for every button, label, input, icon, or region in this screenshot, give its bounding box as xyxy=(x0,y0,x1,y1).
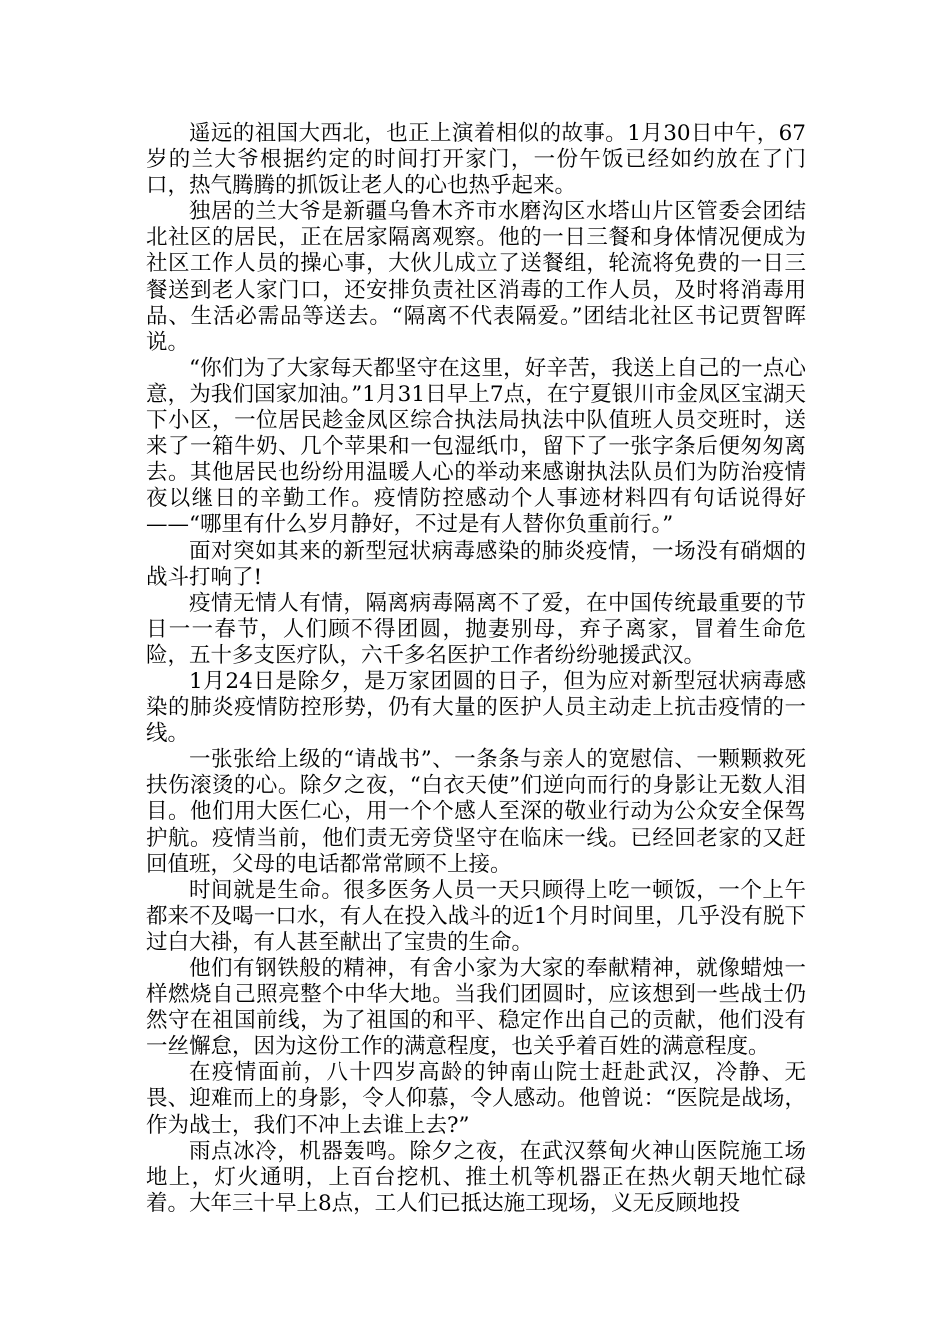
paragraph-8: 时间就是生命。很多医务人员一天只顾得上吃一顿饭，一个上午都来不及喝一口水，有人在投入战斗的近1个月时间里，几乎没有脱下过白大褂，有人甚至献出了宝贵的生命。 xyxy=(146,877,806,955)
paragraph-9: 他们有钢铁般的精神，有舍小家为大家的奉献精神，就像蜡烛一样燃烧自己照亮整个中华大地。当我们团圆时，应该想到一些战士仍然守在祖国前线，为了祖国的和平、稳定作出自己的贡献，他们没有一丝懈怠，因为这份工作的满意程度，也关乎着百姓的满意程度。 xyxy=(146,956,806,1060)
paragraph-2: 独居的兰大爷是新疆乌鲁木齐市水磨沟区水塔山片区管委会团结北社区的居民，正在居家隔离观察。他的一日三餐和身体情况便成为社区工作人员的操心事，大伙儿成立了送餐组，轮流将免费的一日三餐送到老人家门口，还安排负责社区消毒的工作人员，及时将消毒用品、生活必需品等送去。“隔离不代表隔爱。”团结北社区书记贾智晖说。 xyxy=(146,199,806,355)
document-body xyxy=(146,121,806,1217)
paragraph-6: 1月24日是除夕，是万家团圆的日子，但为应对新型冠状病毒感染的肺炎疫情防控形势，仍有大量的医护人员主动走上抗击疫情的一线。 xyxy=(146,668,806,747)
paragraph-3: “你们为了大家每天都坚守在这里，好辛苦，我送上自己的一点心意，为我们国家加油。”1月31日早上7点，在宁夏银川市金凤区宝湖天下小区，一位居民趁金凤区综合执法局执法中队值班人员交班时，送来了一箱牛奶、几个苹果和一包湿纸巾，留下了一张字条后便匆匆离去。其他居民也纷纷用温暖人心的举动来感谢执法队员们为防治疫情夜以继日的辛勤工作。疫情防控感动个人事迹材料四有句话说得好——“哪里有什么岁月静好，不过是有人替你负重前行。” xyxy=(146,355,806,538)
paragraph-7: 一张张给上级的“请战书”、一条条与亲人的宽慰信、一颗颗救死扶伤滚烫的心。除夕之夜，“白衣天使”们逆向而行的身影让无数人泪目。他们用大医仁心，用一个个感人至深的敬业行动为公众安全保驾护航。疫情当前，他们责无旁贷坚守在临床一线。已经回老家的又赶回值班，父母的电话都常常顾不上接。 xyxy=(146,747,806,877)
paragraph-11: 雨点冰冷，机器轰鸣。除夕之夜，在武汉蔡甸火神山医院施工场地上，灯火通明，上百台挖机、推土机等机器正在热火朝天地忙碌着。大年三十早上8点，工人们已抵达施工现场，义无反顾地投 xyxy=(146,1138,806,1216)
paragraph-1: 遥远的祖国大西北，也正上演着相似的故事。1月30日中午，67岁的兰大爷根据约定的时间打开家门，一份午饭已经如约放在了门口，热气腾腾的抓饭让老人的心也热乎起来。 xyxy=(146,121,806,199)
paragraph-5: 疫情无情人有情，隔离病毒隔离不了爱，在中国传统最重要的节日一一春节，人们顾不得团圆，抛妻别母，弃子离家，冒着生命危险，五十多支医疗队，六千多名医护工作者纷纷驰援武汉。 xyxy=(146,590,806,668)
paragraph-10: 在疫情面前，八十四岁高龄的钟南山院士赶赴武汉，冷静、无畏、迎难而上的身影，令人仰慕，令人感动。他曾说：“医院是战场，作为战士，我们不冲上去谁上去?” xyxy=(146,1060,806,1138)
paragraph-4: 面对突如其来的新型冠状病毒感染的肺炎疫情，一场没有硝烟的战斗打响了! xyxy=(146,538,806,590)
